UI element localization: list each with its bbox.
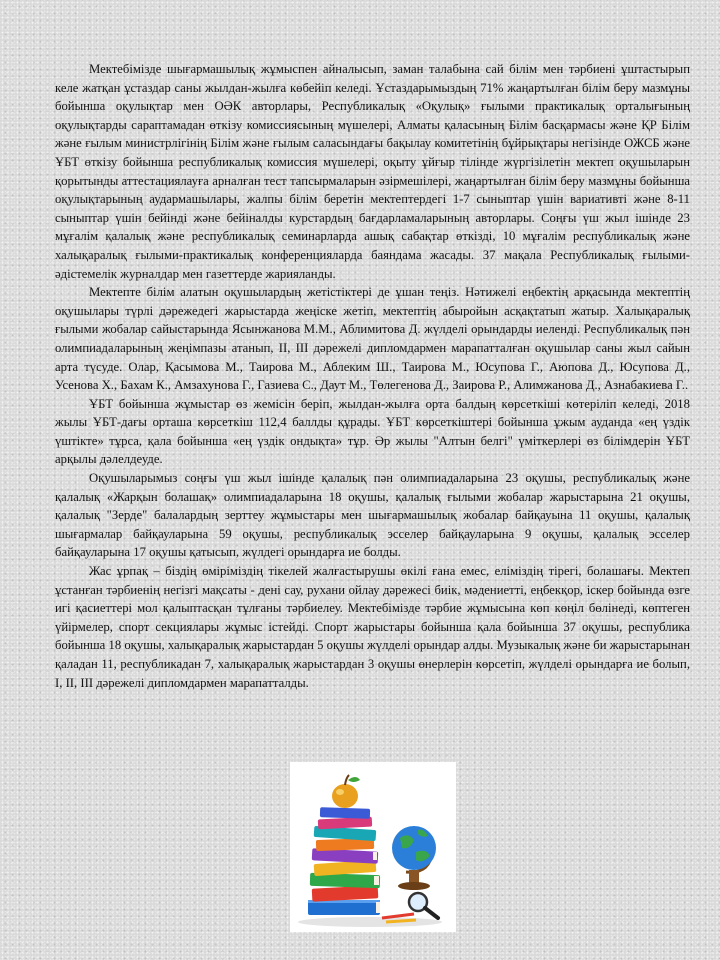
paragraph-teachers: Мектебімізде шығармашылық жұмыспен айналысып, заман талабына сай білім мен тәрбиені ұштастырып келе жатқан ұстаздар саны жылдан-жылға көбейіп келеді. Ұстаздарымыздың 71% жаңартылған білім беру мазмұны бойынша оқулықтар мен ОӘК авторлары, Республикалық «Оқулық» ғылыми практикалық орталығының оқулықтарды сараптамадан өткізу комиссиясының мүшелері, Алматы қаласының Білім басқармасы және ҚР Білім және ғылым министрлігінің Білім және ғылым саласындағы бақылау комитетінің бұйрықтары негізінде ОЖСБ және ҰБТ өткізу бойынша республикалық комиссия мүшелері, оқыту ұйғыр тілінде жүргізілетін мектеп оқушыларын қорытынды аттестациялауға арналған тест тапсырмаларын әзірмешілері, жаңартылған білім беру мазмұны бойынша оқулықтарының аудармашылары, жалпы білім беретін мектептердегі 1-7 сыныптар үшін вариативті және 8-11 сыныптар үшін бейінді және бейіналды курстардың бағдарламаларының авторлары. Соңғы үш жыл ішінде 23 мұғалім қалалық және республикалық семинарларда ашық сабақтар өткізді, 10 мұғалім республикалық және халықаралық ғылыми-практикалық конференцияларда баяндама жасады. 37 мақала Республикалық ғылыми-әдістемелік журналдар мен газеттерде жарияланды.	[55, 62, 690, 281]
school-books-globe-apple-icon	[290, 762, 456, 932]
paragraph-student-achievements: Мектепте білім алатын оқушылардың жетістіктері де ұшан теңіз. Нәтижелі еңбектің арқасында мектептің оқушылары түрлі дәрежедегі жарыстарда жеңіске жетіп, мектептің абыройын асқақтатып жатыр. Халықаралық ғылыми жобалар сайыстарында Ясынжанова М.М., Аблимитова Д. жүлделі орындарды иеленді. Республикалық пән олимпиадаларының жеңімпазы атанып, ІІ, ІІІ дәрежелі дипломдармен марапатталған оқушылар саны жыл сайын арта түсуде. Олар, Қасымова М., Таирова М., Аблеким Ш., Таирова М., Юсупова Г., Аюпова Д., Юсупова Д., Усенова Х., Бахам К., Амзахунова Г., Газиева С., Даут М., Төлегенова Д., Заирова Р., Алимжанова Д., Азнабакиева Г..	[55, 285, 690, 393]
paragraph-upbringing: Жас ұрпақ – біздің өміріміздің тікелей жалғастырушы өкілі ғана емес, еліміздің тірегі, болашағы. Мектеп ұстанған тәрбиенің негізгі мақсаты - дені сау, рухани ойлау дәрежесі биік, мәдениетті, еңбекқор, іскер бойында өзге игі қасиеттері мол қалыптасқан тұлғаны тәрбиелеу. Мектебімізде тәрбие жұмысына көп көңіл бөлінеді, көптеген үйірмелер, спорт секциялары жұмыс істейді. Спорт жарыстары бойынша қала бойынша 37 оқушы, республика бойынша 18 оқушы, халықаралық жарыстардан 5 оқушы жүлделі орындар алды. Музыкалық және би жарыстарынан қаладан 11, республикадан 7, халықаралық жарыстардан 3 оқушы өнерлерін көрсетіп, жүлделі орындарға ие болып, І, ІІ, ІІІ дәрежелі дипломдармен марапатталды.	[55, 564, 690, 690]
paragraph-ubt-results: ҰБТ бойынша жұмыстар өз жемісін беріп, жылдан-жылға орта балдың көрсеткіші көтеріліп келеді, 2018 жылы ҰБТ-дағы орташа көрсеткіш 112,4 баллды құрады. ҰБТ көрсеткіштері бойынша ұжым ауданда «ең үздік үштікте» тұрса, қала бойынша «ең үздік ондықта» тұр. Әр жылы "Алтын белгі" үміткерлері өз білімдерін ҰБТ арқылы дәлелдеуде.	[55, 396, 690, 467]
article-body	[55, 60, 690, 692]
paragraph-competitions: Оқушыларымыз соңғы үш жыл ішінде қалалық пән олимпиадаларына 23 оқушы, республикалық және қалалық «Жарқын болашақ» олимпиадаларына 18 оқушы, қалалық ғылыми жобалар жарыстарына 21 оқушы, қалалық "Зерде" балалардың зерттеу жұмыстары мен шығармашылық жобалар байқауына 11 оқушы, қалалық шығармалар байқауларына 59 оқушы, республикалық эсселер байқауларына 9 оқушы, қалалық эсселер байқауларына 17 оқушы қатысып, жүлдегі орындарға ие болды.	[55, 471, 690, 560]
